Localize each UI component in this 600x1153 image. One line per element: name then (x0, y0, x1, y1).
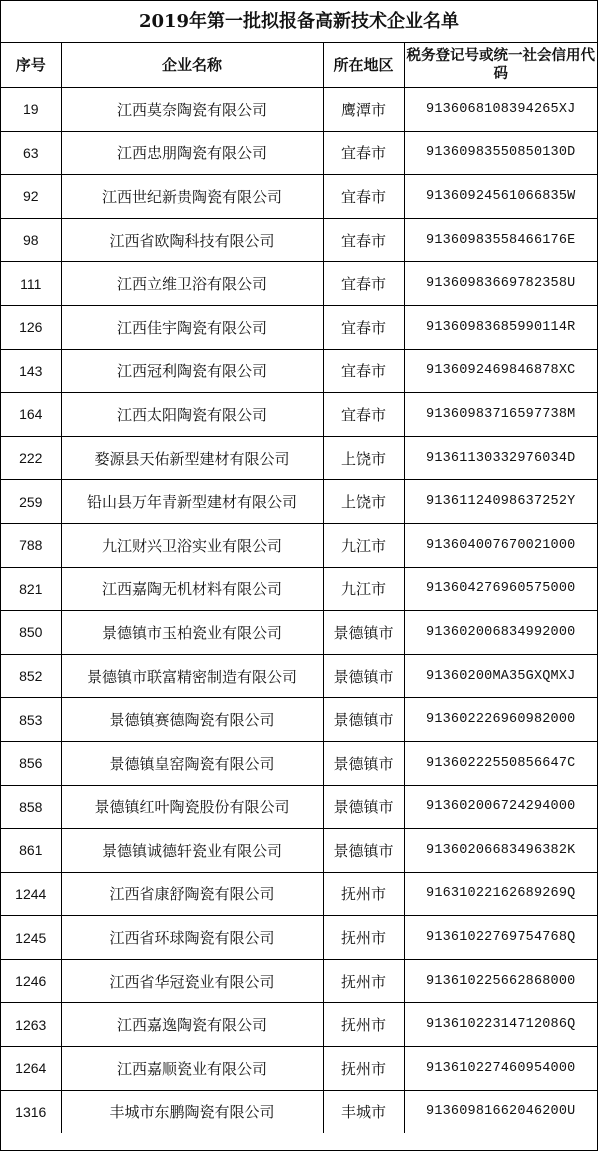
cell-company-name: 江西嘉顺瓷业有限公司 (61, 1047, 323, 1091)
table-row (1, 829, 597, 873)
cell-tax-code: 913602006724294000 (404, 785, 597, 829)
cell-company-name: 江西省康舒陶瓷有限公司 (61, 872, 323, 916)
cell-tax-code: 913604007670021000 (404, 523, 597, 567)
cell-seq: 1264 (1, 1047, 61, 1091)
cell-company-name: 九江财兴卫浴实业有限公司 (61, 523, 323, 567)
cell-seq: 1246 (1, 959, 61, 1003)
table-row (1, 1090, 597, 1133)
cell-tax-code: 91360200MA35GXQMXJ (404, 654, 597, 698)
header-row (1, 43, 597, 88)
document-title: 2019年第一批拟报备高新技术企业名单 (1, 1, 597, 43)
table-row (1, 175, 597, 219)
cell-company-name: 江西莫奈陶瓷有限公司 (61, 88, 323, 132)
header-region: 所在地区 (323, 43, 404, 88)
cell-tax-code: 91631022162689269Q (404, 872, 597, 916)
cell-region: 宜春市 (323, 393, 404, 437)
table-row (1, 305, 597, 349)
cell-region: 抚州市 (323, 916, 404, 960)
cell-tax-code: 91360924561066835W (404, 175, 597, 219)
cell-tax-code: 91360983669782358U (404, 262, 597, 306)
cell-seq: 1245 (1, 916, 61, 960)
cell-company-name: 丰城市东鹏陶瓷有限公司 (61, 1090, 323, 1133)
cell-company-name: 铅山县万年青新型建材有限公司 (61, 480, 323, 524)
cell-region: 景德镇市 (323, 829, 404, 873)
cell-tax-code: 913604276960575000 (404, 567, 597, 611)
cell-tax-code: 91360983685990114R (404, 305, 597, 349)
cell-company-name: 江西省欧陶科技有限公司 (61, 218, 323, 262)
cell-company-name: 婺源县天佑新型建材有限公司 (61, 436, 323, 480)
cell-seq: 164 (1, 393, 61, 437)
cell-seq: 856 (1, 741, 61, 785)
table-row (1, 480, 597, 524)
cell-seq: 861 (1, 829, 61, 873)
cell-tax-code: 91360983550850130D (404, 131, 597, 175)
table-row (1, 741, 597, 785)
cell-seq: 63 (1, 131, 61, 175)
cell-region: 景德镇市 (323, 741, 404, 785)
cell-tax-code: 91360983558466176E (404, 218, 597, 262)
cell-tax-code: 913610225662868000 (404, 959, 597, 1003)
table-row (1, 349, 597, 393)
table-row (1, 567, 597, 611)
header-seq: 序号 (1, 43, 61, 88)
table-row (1, 393, 597, 437)
cell-company-name: 江西忠朋陶瓷有限公司 (61, 131, 323, 175)
cell-tax-code: 9136092469846878XC (404, 349, 597, 393)
cell-region: 上饶市 (323, 436, 404, 480)
cell-company-name: 江西立维卫浴有限公司 (61, 262, 323, 306)
cell-region: 抚州市 (323, 1047, 404, 1091)
table-row (1, 131, 597, 175)
cell-seq: 852 (1, 654, 61, 698)
table-row (1, 654, 597, 698)
cell-company-name: 景德镇市玉柏瓷业有限公司 (61, 611, 323, 655)
table-row (1, 916, 597, 960)
cell-region: 景德镇市 (323, 785, 404, 829)
cell-company-name: 江西太阳陶瓷有限公司 (61, 393, 323, 437)
cell-seq: 858 (1, 785, 61, 829)
cell-region: 宜春市 (323, 175, 404, 219)
table-row (1, 262, 597, 306)
cell-seq: 143 (1, 349, 61, 393)
cell-tax-code: 91360981662046200U (426, 1104, 576, 1120)
table-row (1, 959, 597, 1003)
table-row (1, 436, 597, 480)
cell-company-name: 江西嘉陶无机材料有限公司 (61, 567, 323, 611)
cell-region: 九江市 (323, 523, 404, 567)
cell-company-name: 江西世纪新贵陶瓷有限公司 (61, 175, 323, 219)
cell-seq: 92 (1, 175, 61, 219)
cell-region: 抚州市 (323, 872, 404, 916)
cell-seq: 1263 (1, 1003, 61, 1047)
cell-seq: 259 (1, 480, 61, 524)
cell-company-name: 江西省环球陶瓷有限公司 (61, 916, 323, 960)
table-row (1, 1003, 597, 1047)
cell-tax-code: 913602006834992000 (404, 611, 597, 655)
cell-seq: 111 (1, 262, 61, 306)
cell-region: 景德镇市 (323, 654, 404, 698)
cell-region: 景德镇市 (323, 611, 404, 655)
cell-company-name: 景德镇市联富精密制造有限公司 (61, 654, 323, 698)
table-row (1, 218, 597, 262)
cell-seq: 788 (1, 523, 61, 567)
cell-region: 抚州市 (323, 959, 404, 1003)
cell-seq: 98 (1, 218, 61, 262)
cell-company-name: 景德镇诚德轩瓷业有限公司 (61, 829, 323, 873)
cell-region: 宜春市 (323, 262, 404, 306)
cell-company-name: 江西佳宇陶瓷有限公司 (61, 305, 323, 349)
company-table (1, 43, 597, 1133)
cell-region: 宜春市 (323, 305, 404, 349)
table-row (1, 611, 597, 655)
table-row (1, 88, 597, 132)
cell-region: 宜春市 (323, 131, 404, 175)
cell-region: 宜春市 (323, 349, 404, 393)
cell-seq: 821 (1, 567, 61, 611)
cell-region: 丰城市 (323, 1090, 404, 1133)
cell-tax-code: 913610227460954000 (404, 1047, 597, 1091)
cell-company-name: 江西冠利陶瓷有限公司 (61, 349, 323, 393)
cell-region: 宜春市 (323, 218, 404, 262)
cell-seq: 19 (1, 88, 61, 132)
table-row (1, 785, 597, 829)
cell-tax-code: 91360222550856647C (404, 741, 597, 785)
cell-tax-code: 91361022314712086Q (404, 1003, 597, 1047)
cell-company-name: 景德镇皇窑陶瓷有限公司 (61, 741, 323, 785)
cell-company-name: 江西嘉逸陶瓷有限公司 (61, 1003, 323, 1047)
cell-company-name: 景德镇赛德陶瓷有限公司 (61, 698, 323, 742)
cell-seq: 1316 (1, 1090, 61, 1133)
header-tax-code: 税务登记号或统一社会信用代码 (404, 43, 597, 88)
cell-region: 抚州市 (323, 1003, 404, 1047)
table-row (1, 1047, 597, 1091)
cell-region: 上饶市 (323, 480, 404, 524)
table-row (1, 698, 597, 742)
table-row (1, 872, 597, 916)
cell-seq: 853 (1, 698, 61, 742)
cell-tax-code: 91360206683496382K (404, 829, 597, 873)
cell-company-name: 江西省华冠瓷业有限公司 (61, 959, 323, 1003)
cell-seq: 1244 (1, 872, 61, 916)
cell-seq: 126 (1, 305, 61, 349)
cell-tax-code: 913602226960982000 (404, 698, 597, 742)
cell-tax-code: 91361022769754768Q (404, 916, 597, 960)
cell-region: 景德镇市 (323, 698, 404, 742)
table-row (1, 523, 597, 567)
cell-tax-code: 91360983716597738M (404, 393, 597, 437)
cell-tax-code: 91361130332976034D (404, 436, 597, 480)
cell-region: 九江市 (323, 567, 404, 611)
cell-tax-code: 9136112409863725​2Y (404, 480, 597, 524)
cell-seq: 850 (1, 611, 61, 655)
cell-tax-code: 9136068108394265XJ (404, 88, 597, 132)
cell-company-name: 景德镇红叶陶瓷股份有限公司 (61, 785, 323, 829)
cell-seq: 222 (1, 436, 61, 480)
header-company-name: 企业名称 (61, 43, 323, 88)
cell-region: 鹰潭市 (323, 88, 404, 132)
